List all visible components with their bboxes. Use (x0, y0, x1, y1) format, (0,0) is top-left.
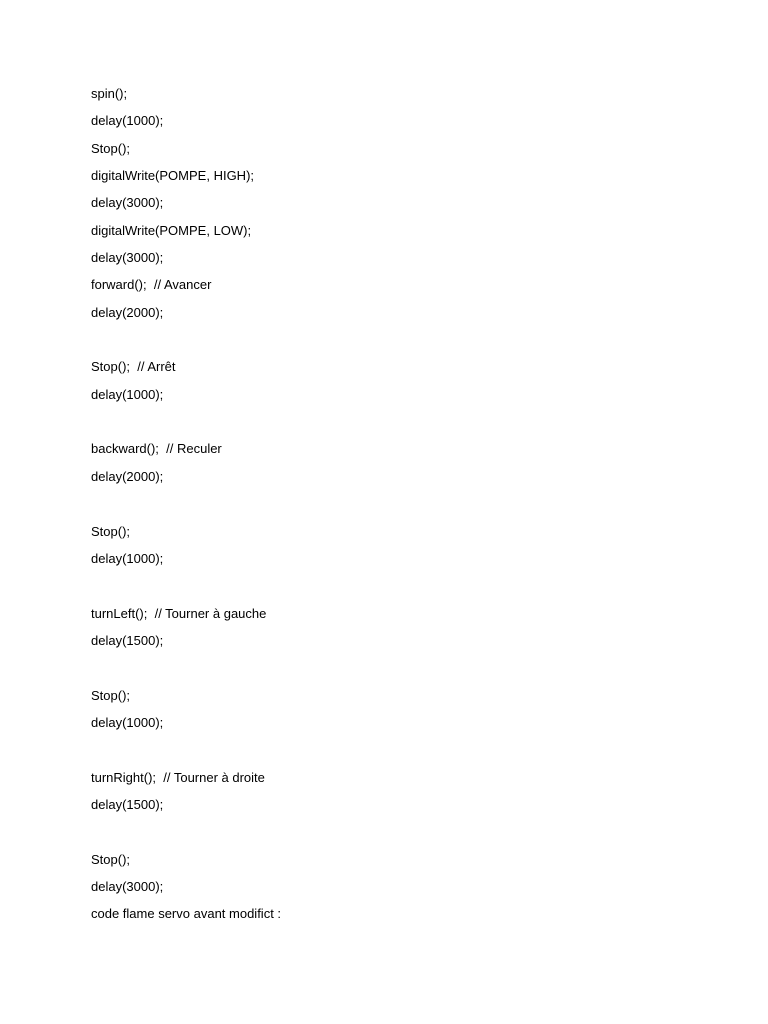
blank-line (91, 740, 711, 760)
code-line: forward(); // Avancer (91, 277, 212, 293)
blank-line (91, 412, 711, 432)
blank-line (91, 576, 711, 596)
code-line: delay(3000); (91, 250, 164, 266)
code-line: digitalWrite(POMPE, HIGH); (91, 168, 255, 184)
blank-line (91, 822, 711, 842)
code-line: delay(2000); (91, 468, 164, 484)
code-line: delay(1000); (91, 714, 164, 730)
code-line: Stop(); (91, 851, 131, 867)
code-text-block (91, 84, 711, 932)
blank-line (91, 494, 711, 514)
code-line: delay(1000); (91, 386, 164, 402)
code-line: Stop(); // Arrêt (91, 359, 176, 375)
code-line: delay(1500); (91, 796, 164, 812)
code-line: delay(3000); (91, 878, 164, 894)
blank-line (91, 330, 711, 350)
code-line: spin(); (91, 86, 128, 101)
blank-line (91, 658, 711, 678)
code-line: digitalWrite(POMPE, LOW); (91, 222, 252, 238)
code-line: delay(1500); (91, 632, 164, 648)
code-line: Stop(); (91, 140, 131, 156)
code-line: delay(3000); (91, 195, 164, 211)
code-line: delay(1000); (91, 113, 164, 129)
code-line: delay(2000); (91, 304, 164, 320)
code-line: turnRight(); // Tourner à droite (91, 769, 265, 785)
code-line: Stop(); (91, 523, 131, 539)
code-line: Stop(); (91, 687, 131, 703)
code-line: code flame servo avant modifict : (91, 906, 282, 922)
code-line: backward(); // Reculer (91, 441, 222, 457)
code-line: delay(1000); (91, 550, 164, 566)
code-line: turnLeft(); // Tourner à gauche (91, 605, 267, 621)
